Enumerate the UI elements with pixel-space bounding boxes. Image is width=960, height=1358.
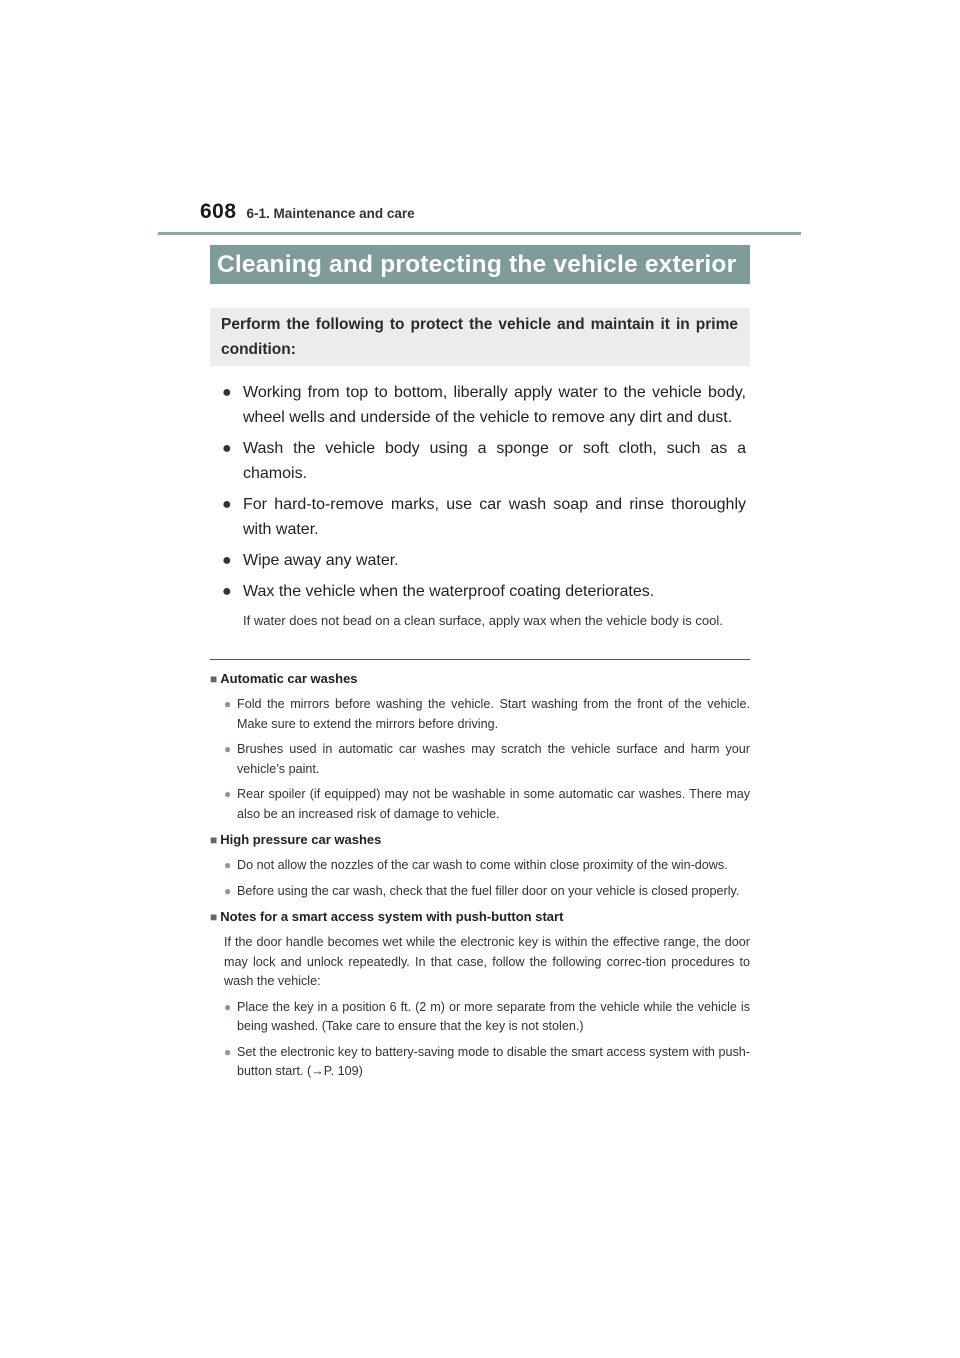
page-header bbox=[200, 200, 415, 224]
bullet-icon: ● bbox=[222, 496, 232, 513]
list-item bbox=[222, 548, 746, 573]
header-divider bbox=[158, 232, 801, 235]
note-text: Do not allow the nozzles of the car wash to come within close proximity of the win-dows. bbox=[237, 858, 728, 872]
list-item bbox=[222, 579, 746, 604]
list-item bbox=[222, 492, 746, 542]
note-text: Before using the car wash, check that the fuel filler door on your vehicle is closed properly. bbox=[237, 883, 740, 898]
intro-box: Perform the following to protect the vehicle and maintain it in prime condition: bbox=[210, 308, 750, 366]
note-text: Brushes used in automatic car washes may scratch the vehicle surface and harm your vehicle’s paint. bbox=[237, 742, 750, 776]
bullet-icon: ● bbox=[224, 1044, 232, 1059]
list-item bbox=[210, 998, 750, 1037]
bullet-icon: ● bbox=[222, 552, 232, 569]
note-heading bbox=[210, 669, 750, 689]
step-text: Wipe away any water. bbox=[243, 552, 399, 569]
bullet-icon: ● bbox=[224, 787, 232, 801]
bullet-icon: ● bbox=[222, 583, 232, 600]
bullet-icon: ● bbox=[224, 883, 232, 898]
note-heading-text: Notes for a smart access system with push-button start bbox=[220, 909, 564, 924]
bullet-icon: ● bbox=[224, 697, 232, 711]
note-paragraph: If the door handle becomes wet while the electronic key is within the effective range, the door may lock and unlock repeatedly. In that case, follow the following correc-tion procedures to wash the vehicle: bbox=[224, 935, 750, 988]
note-heading bbox=[210, 907, 750, 927]
bullet-icon: ● bbox=[222, 384, 232, 401]
list-item bbox=[210, 785, 750, 824]
bullet-icon: ● bbox=[224, 999, 232, 1014]
bullet-icon: ● bbox=[224, 742, 232, 756]
note-heading bbox=[210, 830, 750, 850]
page-number: 608 bbox=[200, 200, 237, 223]
list-item bbox=[210, 740, 750, 779]
notes-divider bbox=[210, 659, 750, 660]
note-text: Set the electronic key to battery-saving mode to disable the smart access system with push-button start. (→P. 109) bbox=[237, 1044, 750, 1078]
note-heading-text: High pressure car washes bbox=[220, 832, 382, 847]
square-bullet-icon: ■ bbox=[210, 833, 218, 847]
page-title: Cleaning and protecting the vehicle exterior bbox=[210, 245, 750, 284]
bullet-icon: ● bbox=[224, 858, 232, 872]
steps-list bbox=[222, 380, 746, 632]
note-heading-text: Automatic car washes bbox=[220, 671, 358, 686]
square-bullet-icon: ■ bbox=[210, 910, 218, 924]
list-item bbox=[210, 695, 750, 734]
note-text: Rear spoiler (if equipped) may not be washable in some automatic car washes. There may also be an increased risk of damage to vehicle. bbox=[237, 787, 750, 821]
note-text: Place the key in a position 6 ft. (2 m) or more separate from the vehicle while the vehicle is being washed. (Take care to ensure that the key is not stolen.) bbox=[237, 999, 750, 1033]
step-text: For hard-to-remove marks, use car wash soap and rinse thoroughly with water. bbox=[243, 496, 746, 538]
section-label: 6-1. Maintenance and care bbox=[246, 206, 415, 221]
step-text: Wash the vehicle body using a sponge or soft cloth, such as a chamois. bbox=[243, 440, 746, 482]
step-text: Wax the vehicle when the waterproof coating deteriorates. bbox=[243, 583, 655, 600]
wax-note: If water does not bead on a clean surface, apply wax when the vehicle body is cool. bbox=[243, 613, 723, 628]
list-item bbox=[222, 380, 746, 430]
step-text: Working from top to bottom, liberally apply water to the vehicle body, wheel wells and underside of the vehicle to remove any dirt and dust. bbox=[243, 384, 746, 426]
note-text: Fold the mirrors before washing the vehicle. Start washing from the front of the vehicle. Make sure to extend the mirrors before driving. bbox=[237, 697, 750, 731]
list-item bbox=[222, 436, 746, 486]
list-item bbox=[210, 1043, 750, 1082]
bullet-icon: ● bbox=[222, 440, 232, 457]
list-item bbox=[210, 882, 750, 902]
square-bullet-icon: ■ bbox=[210, 672, 218, 686]
list-item bbox=[210, 856, 750, 876]
notes-section bbox=[210, 669, 750, 1088]
